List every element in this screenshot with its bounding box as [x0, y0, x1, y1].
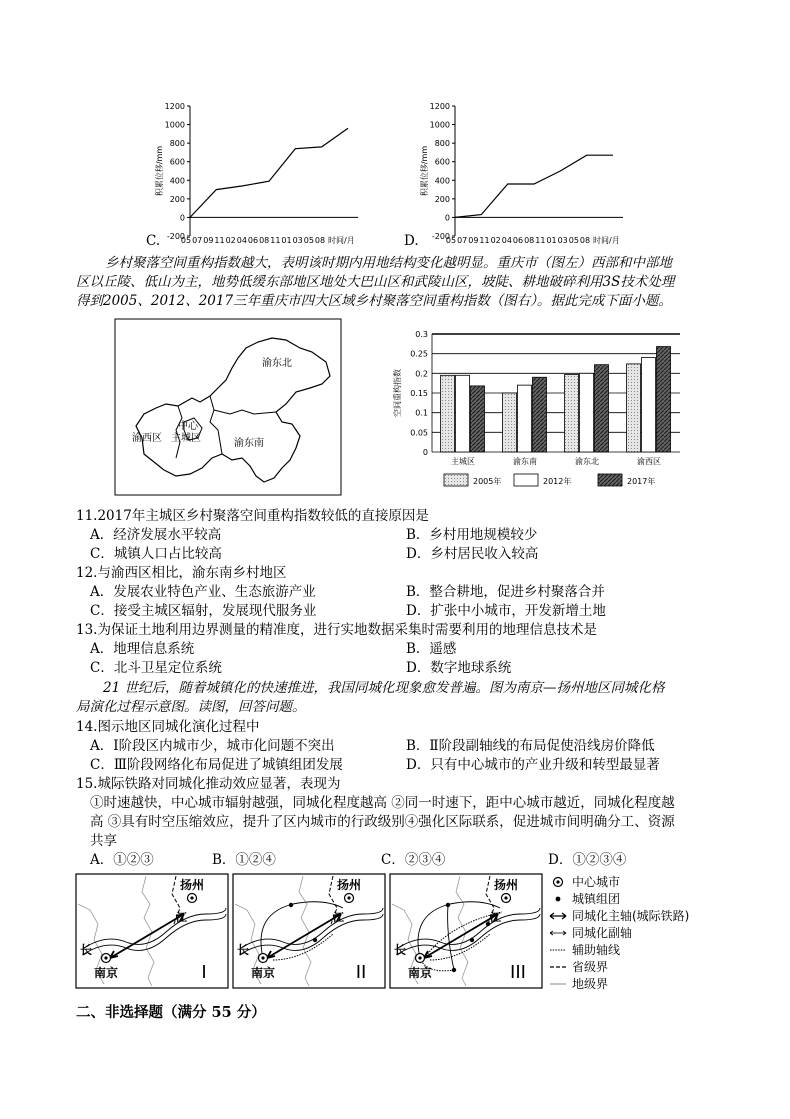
stage-label-yangzhou: 扬州	[494, 878, 519, 892]
q13-option-c[interactable]: C．北斗卫星定位系统	[90, 660, 222, 676]
q11-option-d[interactable]: D．乡村居民收入较高	[406, 546, 539, 562]
chart-c-xtick: 08	[259, 236, 270, 245]
q14-option-c[interactable]: C．Ⅲ阶段网络化布局促进了城镇组团发展	[90, 757, 343, 773]
chart-c-xtick: 05	[303, 236, 314, 245]
bar-ytick: 0.1	[415, 408, 428, 418]
stage-map-2	[233, 874, 385, 988]
chart-c-xtick: 02	[225, 236, 236, 245]
chart-d-xtick: 03	[557, 236, 568, 245]
chart-c-xtick: 06	[247, 236, 259, 245]
chart-d-xtick: 05	[445, 236, 457, 245]
displacement-chart-d	[405, 98, 645, 248]
chart-d-ytick: 800	[434, 139, 450, 149]
chart-c-ytick: -200	[166, 232, 185, 241]
q13-option-d[interactable]: D．数字地球系统	[406, 660, 512, 676]
chart-c-ytick: 0	[179, 213, 185, 223]
bar-0-2	[471, 386, 485, 452]
chart-d-xtick: 02	[490, 236, 501, 245]
bar-ytick: 0	[422, 448, 428, 457]
bar-legend-label: 2012年	[543, 477, 572, 486]
bar-2-1	[580, 373, 594, 452]
stage-label-chang: 长	[80, 943, 93, 957]
q13-option-a[interactable]: A．地理信息系统	[90, 641, 195, 657]
intro-line-3: 得到2005、2012、2017三年重庆市四大区域乡村聚落空间重构指数（图右）。据此完成下面小题。	[76, 293, 672, 309]
chongqing-map	[114, 318, 342, 496]
stage-label-jiang: 江	[490, 911, 501, 924]
bar-legend-swatch	[514, 474, 538, 486]
bar-1-1	[518, 385, 532, 452]
q15-option-a[interactable]: A．①②③	[90, 852, 154, 868]
stage-label-jiang: 江	[176, 911, 187, 924]
stage-numeral: II	[355, 962, 367, 983]
bar-ytick: 0.15	[410, 389, 428, 398]
bar-ytick: 0.3	[415, 330, 428, 339]
chart-d-xtick: 08	[524, 236, 535, 245]
chart-c-ytick: 1200	[164, 102, 185, 111]
stage-map-legend	[548, 872, 728, 996]
chart-d-xtick: 11	[535, 236, 546, 245]
q11-option-b[interactable]: B．乡村用地规模较少	[406, 527, 538, 543]
intro2-line-1: 21 世纪后，随着城镇化的快速推进，我国同城化现象愈发普遍。图为南京—扬州地区同城化格	[103, 680, 665, 696]
q12-stem: 12.与渝西区相比，渝东南乡村地区	[76, 565, 287, 581]
chart-c-xtick: 11	[270, 236, 281, 245]
map-label-zhongxin: 中心	[178, 421, 198, 432]
stage-label-chang: 长	[237, 943, 250, 957]
chart-c-xtick: 04	[236, 236, 247, 245]
legend-main-axis: 同城化主轴(城际铁路)	[572, 909, 690, 923]
bar-ylabel: 空间重构指数	[393, 369, 402, 417]
intro-line-1: 乡村聚落空间重构指数越大，表明该时期内用地结构变化越明显。重庆市（图左）西部和中部地	[105, 255, 672, 271]
chart-c-xtick: 07	[192, 236, 203, 245]
chart-d-ytick: 400	[434, 176, 450, 186]
chart-d-xtick: 01	[546, 236, 557, 245]
bar-legend-label: 2017年	[627, 477, 656, 486]
legend-prefecture-border: 地级界	[572, 977, 609, 991]
stage-map-1	[76, 874, 228, 988]
chart-d-xtick: 07	[457, 236, 468, 245]
city-integration-stage-maps	[74, 872, 544, 992]
chart-c-ylabel: 积累位移/mm	[155, 145, 164, 197]
chart-d-ytick: 1200	[429, 102, 450, 111]
bar-2-2	[595, 365, 609, 452]
chart-d-xtick: 05	[568, 236, 579, 245]
chart-d-series-line	[455, 155, 613, 217]
chart-c-xtick: 11	[214, 236, 225, 245]
legend-town-cluster: 城镇组团	[572, 892, 621, 906]
bar-2-0	[565, 375, 579, 452]
bar-ytick: 0.2	[415, 369, 428, 379]
q15-line-3: 共享	[90, 833, 117, 849]
option-c-label: C.	[146, 233, 161, 249]
chart-c-ytick: 600	[169, 157, 185, 167]
q14-option-b[interactable]: B．Ⅱ阶段副轴线的布局促使沿线房价降低	[406, 738, 655, 754]
bar-3-1	[642, 358, 656, 452]
chart-d-xtick: 08	[579, 236, 591, 245]
q11-option-a[interactable]: A．经济发展水平较高	[90, 527, 222, 543]
chart-d-ytick: 600	[434, 157, 450, 167]
q11-option-c[interactable]: C．城镇人口占比较高	[90, 546, 222, 562]
bar-0-1	[456, 375, 470, 452]
chart-c-ytick: 400	[169, 176, 185, 186]
q12-option-b[interactable]: B．整合耕地，促进乡村聚落合并	[406, 584, 605, 600]
map-label-yudongnan: 渝东南	[234, 438, 264, 449]
map-label-zhucheng: 主城区	[171, 433, 201, 444]
chart-d-xtick: 09	[468, 236, 479, 245]
bar-1-2	[533, 377, 547, 452]
chart-c-xtick: 08	[314, 236, 326, 245]
chart-c-xtick: 05	[180, 236, 192, 245]
chart-d-ylabel: 积累位移/mm	[420, 145, 429, 197]
bar-1-0	[503, 393, 517, 452]
q14-stem: 14.图示地区同城化演化过程中	[76, 719, 260, 735]
q12-option-a[interactable]: A．发展农业特色产业、生态旅游产业	[90, 584, 316, 600]
stage-label-yangzhou: 扬州	[337, 878, 362, 892]
bar-0-0	[441, 375, 455, 452]
chart-d-xtick: 11	[479, 236, 490, 245]
chart-d-ytick: 0	[444, 213, 450, 223]
chart-d-ytick: -200	[431, 232, 450, 241]
q13-stem: 13.为保证土地利用边界测量的精准度，进行实地数据采集时需要利用的地理信息技术是	[76, 622, 597, 638]
stage-label-yangzhou: 扬州	[180, 878, 205, 892]
bar-category-label: 渝东南	[513, 457, 537, 466]
bar-legend-swatch	[444, 474, 468, 486]
q12-option-c[interactable]: C．接受主城区辐射，发展现代服务业	[90, 603, 317, 619]
map-label-yuxi: 渝西区	[132, 433, 162, 444]
stage-label-jiang: 江	[333, 911, 344, 924]
stage-numeral: III	[510, 962, 526, 983]
bar-category-label: 主城区	[451, 457, 475, 466]
bar-category-label: 渝东北	[575, 457, 599, 466]
chart-d-ytick: 1000	[429, 120, 450, 130]
q15-option-c[interactable]: C．②③④	[381, 852, 446, 868]
chart-d-ytick: 200	[434, 194, 450, 204]
legend-center-city: 中心城市	[572, 875, 621, 889]
q15-stem: 15.城际铁路对同城化推动效应显著，表现为	[76, 776, 341, 792]
chart-d-xtick: 06	[512, 236, 524, 245]
chart-c-ytick: 200	[169, 194, 185, 204]
stage-map-3	[390, 874, 542, 988]
bar-ytick: 0.05	[410, 428, 428, 438]
stage-numeral: I	[201, 962, 207, 983]
bar-legend-label: 2005年	[473, 477, 502, 486]
legend-province-border: 省级界	[572, 960, 609, 974]
bar-3-0	[627, 364, 641, 452]
option-d-label: D.	[404, 233, 419, 249]
q14-option-d[interactable]: D．只有中心城市的产业升级和转型最显著	[406, 757, 660, 773]
chart-c-series-line	[190, 128, 348, 217]
chart-c-xtick: 03	[292, 236, 303, 245]
q15-line-1: ①时速越快，中心城市辐射越强，同城化程度越高 ②同一时速下，距中心城市越近，同城化程度越	[90, 795, 675, 811]
bar-category-label: 渝西区	[637, 457, 661, 466]
chart-d-xunit: 时间/月	[593, 236, 620, 245]
chart-c-ytick: 1000	[164, 120, 185, 130]
legend-sub-axis: 同城化副轴	[572, 926, 633, 940]
stage-label-nanjing: 南京	[251, 966, 276, 980]
q15-line-2: 高 ③具有时空压缩效应，提升了区内城市的行政级别④强化区际联系，促进城市间明确分工、资源	[90, 814, 675, 830]
map-label-yudongbei: 渝东北	[262, 358, 292, 369]
q13-option-b[interactable]: B．遥感	[406, 641, 457, 657]
section-2-heading: 二、非选择题（满分 55 分）	[76, 1004, 266, 1021]
q12-option-d[interactable]: D．扩张中小城市，开发新增土地	[406, 603, 606, 619]
q15-option-d[interactable]: D．①②③④	[548, 852, 627, 868]
stage-label-nanjing: 南京	[94, 966, 119, 980]
q15-option-b[interactable]: B．①②④	[212, 852, 276, 868]
q14-option-a[interactable]: A．Ⅰ阶段区内城市少，城市化问题不突出	[90, 738, 335, 754]
chart-c-xunit: 时间/月	[328, 236, 355, 245]
intro-line-2: 区以丘陵、低山为主，地势低缓东部地区地处大巴山区和武陵山区，坡陡、耕地破碎利用3S技术处理	[76, 274, 675, 290]
chart-d-xtick: 04	[501, 236, 512, 245]
chart-c-xtick: 09	[203, 236, 214, 245]
q11-stem: 11.2017年主城区乡村聚落空间重构指数较低的直接原因是	[76, 508, 429, 524]
intro2-line-2: 局演化过程示意图。读图，回答问题。	[76, 699, 306, 715]
bar-3-2	[657, 347, 671, 452]
stage-label-nanjing: 南京	[408, 966, 433, 980]
reconstruction-index-chart	[388, 322, 688, 494]
bar-ytick: 0.25	[410, 349, 428, 359]
legend-aux-axis: 辅助轴线	[572, 943, 621, 957]
stage-label-chang: 长	[394, 943, 407, 957]
chart-c-xtick: 01	[281, 236, 292, 245]
bar-legend-swatch	[598, 474, 622, 486]
displacement-chart-c	[140, 98, 380, 248]
chart-c-ytick: 800	[169, 139, 185, 149]
